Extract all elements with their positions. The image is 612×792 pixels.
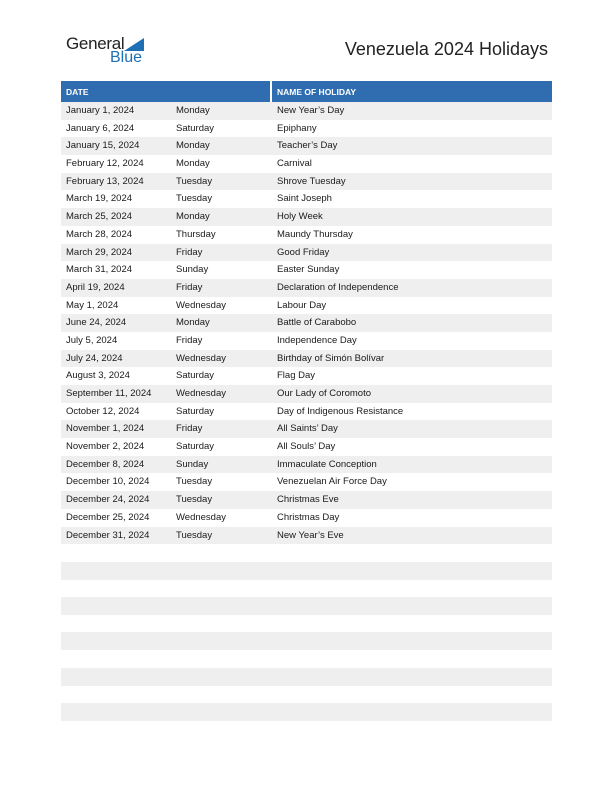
holiday-date: December 24, 2024 [66, 494, 150, 506]
holiday-date: February 13, 2024 [66, 175, 144, 187]
holiday-date: December 10, 2024 [66, 476, 150, 488]
holiday-name: New Year’s Day [277, 105, 345, 116]
holiday-name: Holy Week [277, 211, 323, 223]
holiday-date: November 2, 2024 [66, 441, 145, 453]
holiday-weekday: Monday [176, 158, 210, 170]
holiday-weekday: Saturday [176, 441, 215, 453]
table-row [61, 350, 552, 368]
holiday-date: January 1, 2024 [66, 105, 135, 116]
holiday-weekday: Wednesday [176, 388, 226, 399]
header-divider [270, 81, 272, 102]
table-row [61, 137, 552, 155]
holiday-name: Immaculate Conception [277, 458, 377, 470]
holiday-table [61, 81, 552, 544]
holiday-name: Our Lady of Coromoto [277, 388, 371, 399]
holiday-date: March 25, 2024 [66, 211, 133, 223]
holiday-date: November 1, 2024 [66, 423, 145, 435]
holiday-name: Good Friday [277, 246, 330, 258]
holiday-weekday: Saturday [176, 122, 215, 134]
holiday-date: March 31, 2024 [66, 264, 133, 276]
empty-row [61, 597, 552, 615]
table-row [61, 226, 552, 244]
empty-row [61, 668, 552, 686]
holiday-date: February 12, 2024 [66, 158, 144, 170]
holiday-name: Christmas Day [277, 511, 340, 523]
holiday-weekday: Wednesday [176, 352, 226, 364]
holiday-name: Labour Day [277, 299, 327, 311]
table-row [61, 420, 552, 438]
holiday-date: August 3, 2024 [66, 370, 130, 382]
holiday-name: All Saints’ Day [277, 423, 338, 435]
table-row [61, 367, 552, 385]
holiday-weekday: Saturday [176, 370, 215, 382]
holiday-weekday: Sunday [176, 264, 209, 276]
holiday-weekday: Monday [176, 211, 210, 223]
holiday-weekday: Wednesday [176, 299, 226, 311]
holiday-date: March 19, 2024 [66, 193, 133, 205]
holiday-name: New Year’s Eve [277, 529, 344, 541]
table-row [61, 438, 552, 456]
table-row [61, 173, 552, 191]
table-row [61, 102, 552, 120]
header-holiday-name: NAME OF HOLIDAY [277, 87, 357, 97]
holiday-weekday: Tuesday [176, 529, 213, 541]
holiday-weekday: Tuesday [176, 193, 213, 205]
generalblue-logo [66, 34, 156, 68]
holiday-name: Day of Indigenous Resistance [277, 405, 404, 417]
logo-text-general: General [66, 34, 125, 53]
holiday-weekday: Friday [176, 423, 203, 435]
table-row [61, 332, 552, 350]
table-row [61, 473, 552, 491]
holiday-name: Shrove Tuesday [277, 175, 346, 187]
holiday-name: Maundy Thursday [277, 228, 353, 240]
empty-row [61, 703, 552, 721]
table-row [61, 261, 552, 279]
empty-row [61, 632, 552, 650]
holiday-name: Declaration of Independence [277, 281, 399, 293]
holiday-weekday: Sunday [176, 458, 209, 470]
table-row [61, 244, 552, 262]
holiday-date: December 31, 2024 [66, 529, 150, 541]
table-row [61, 155, 552, 173]
holiday-name: Venezuelan Air Force Day [277, 476, 387, 488]
holiday-name: Birthday of Simón Bolívar [277, 352, 385, 364]
holiday-weekday: Monday [176, 105, 210, 116]
holiday-weekday: Monday [176, 140, 210, 152]
page-title: Venezuela 2024 Holidays [344, 39, 548, 59]
holiday-weekday: Tuesday [176, 175, 213, 187]
table-header [61, 81, 552, 102]
table-row [61, 491, 552, 509]
table-row [61, 385, 552, 403]
table-row [61, 208, 552, 226]
holiday-weekday: Friday [176, 334, 203, 346]
holiday-weekday: Thursday [176, 228, 216, 240]
holiday-weekday: Saturday [176, 405, 215, 417]
holiday-date: September 11, 2024 [66, 388, 152, 399]
holiday-date: March 28, 2024 [66, 228, 133, 240]
holiday-weekday: Tuesday [176, 494, 213, 506]
holiday-date: July 24, 2024 [66, 352, 123, 364]
holiday-weekday: Friday [176, 246, 203, 258]
holiday-name: Teacher’s Day [277, 140, 338, 152]
holiday-name: Independence Day [277, 334, 357, 346]
holiday-weekday: Wednesday [176, 511, 226, 523]
table-row [61, 279, 552, 297]
holiday-date: January 15, 2024 [66, 140, 140, 152]
holiday-date: October 12, 2024 [66, 405, 140, 417]
table-row [61, 527, 552, 545]
table-row [61, 297, 552, 315]
holiday-date: July 5, 2024 [66, 334, 118, 346]
holiday-date: May 1, 2024 [66, 299, 119, 311]
holiday-name: Easter Sunday [277, 264, 340, 276]
holiday-name: Saint Joseph [277, 193, 332, 205]
table-row [61, 190, 552, 208]
holiday-weekday: Tuesday [176, 476, 213, 488]
table-row [61, 509, 552, 527]
logo-text-blue: Blue [110, 49, 143, 66]
table-row [61, 403, 552, 421]
holiday-name: Flag Day [277, 370, 316, 382]
holiday-date: December 8, 2024 [66, 458, 145, 470]
table-row [61, 456, 552, 474]
empty-row [61, 562, 552, 580]
holiday-date: December 25, 2024 [66, 511, 150, 523]
holiday-date: April 19, 2024 [66, 281, 125, 293]
holiday-name: Carnival [277, 158, 312, 170]
holiday-date: March 29, 2024 [66, 246, 133, 258]
table-body [61, 102, 552, 544]
holiday-name: All Souls’ Day [277, 441, 336, 453]
table-row [61, 314, 552, 332]
holiday-weekday: Friday [176, 281, 203, 293]
holiday-date: January 6, 2024 [66, 122, 135, 134]
table-row [61, 120, 552, 138]
holiday-name: Epiphany [277, 122, 317, 134]
holiday-name: Battle of Carabobo [277, 317, 357, 329]
header-date: DATE [66, 87, 89, 97]
holiday-date: June 24, 2024 [66, 317, 127, 329]
holiday-name: Christmas Eve [277, 494, 339, 506]
holiday-weekday: Monday [176, 317, 210, 329]
